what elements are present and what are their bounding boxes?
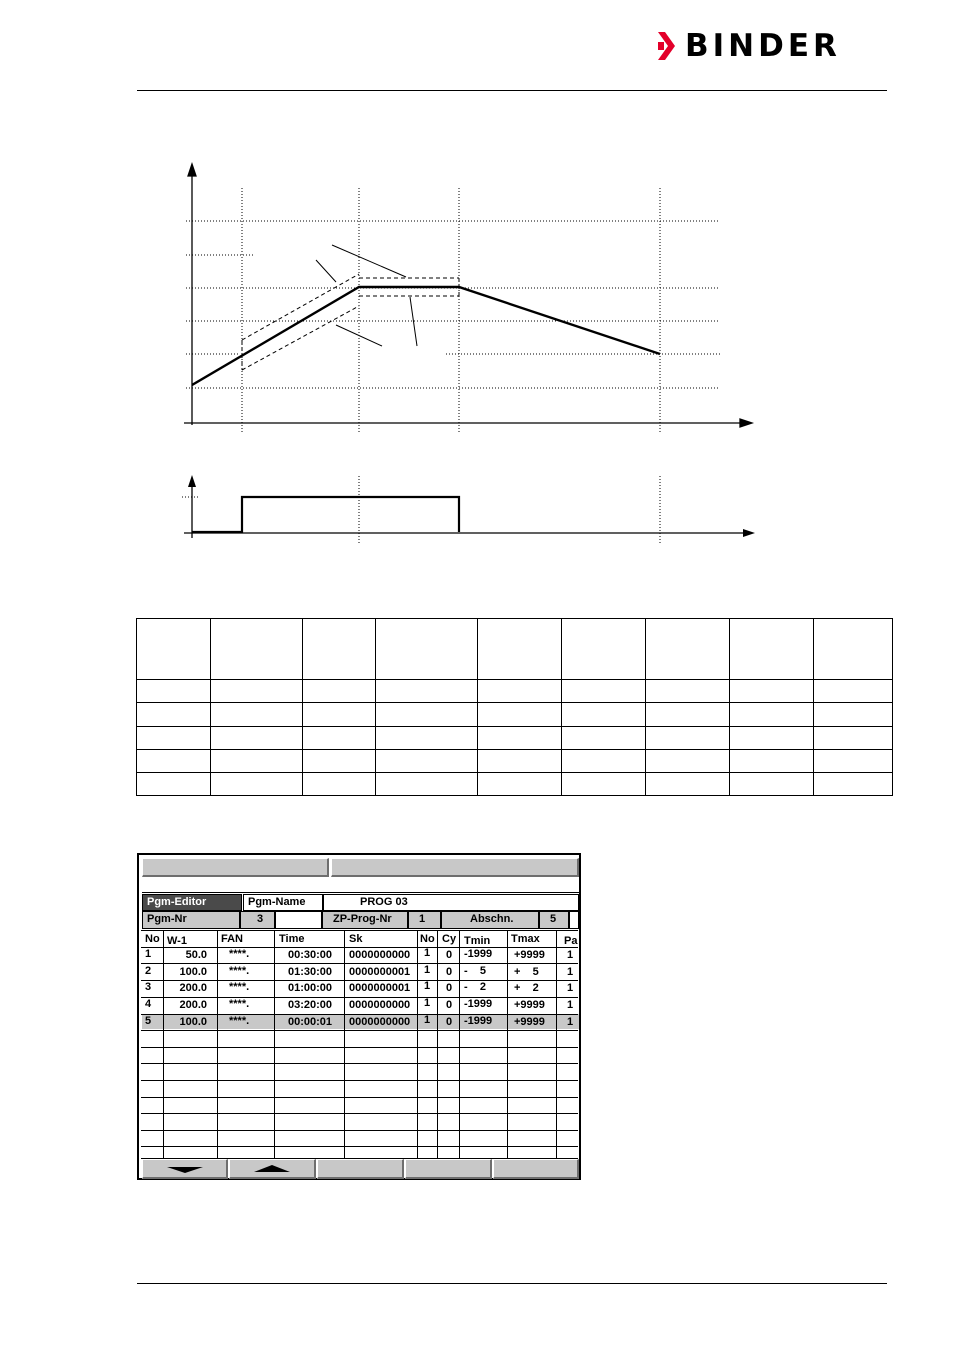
zp-prog-nr-label: ZP-Prog-Nr [322, 911, 408, 929]
col-header-tmin: Tmin [464, 935, 491, 947]
cell-w1: 50.0 [185, 949, 207, 961]
cell-no: 5 [145, 1014, 152, 1027]
header-rule [137, 90, 887, 91]
program-parameter-table [136, 618, 893, 796]
cell-tmin: - 5 [464, 964, 487, 977]
cell-no: 4 [145, 998, 152, 1011]
cell-w1: 100.0 [179, 1015, 207, 1028]
setpoint-curve [192, 287, 660, 385]
setpoint-profile-diagram [170, 150, 760, 440]
cell-w1: 200.0 [179, 999, 207, 1012]
switching-signal [192, 497, 459, 532]
tab-pgm-editor[interactable]: Pgm-Editor [142, 894, 242, 911]
top-button-right[interactable] [331, 858, 579, 877]
cell-fan: ****. [229, 948, 250, 960]
soft-button-3[interactable] [317, 1159, 404, 1179]
col-header-fan: FAN [221, 933, 243, 945]
col-header-no2: No [420, 933, 435, 945]
col-header-cy: Cy [442, 933, 457, 945]
pgm-nr-value[interactable]: 3 [240, 911, 275, 929]
grid-vertical [242, 188, 660, 432]
cell-no: 2 [145, 964, 152, 977]
col-header-sk: Sk [349, 933, 363, 945]
col-header-tmax: Tmax [511, 933, 540, 945]
cell-no2: 1 [424, 947, 431, 959]
cell-tmin: -1999 [464, 1014, 493, 1027]
cell-no2: 1 [424, 997, 431, 1010]
cell-pa: 1 [567, 982, 574, 995]
cell-tmax: + 2 [514, 982, 539, 995]
col-header-time: Time [279, 933, 305, 945]
col-header-w1: W-1 [167, 935, 187, 947]
cell-fan: ****. [229, 981, 250, 994]
cell-sk: 0000000000 [349, 949, 411, 961]
soft-button-5[interactable] [493, 1159, 579, 1179]
cell-sk: 0000000001 [349, 982, 411, 995]
grid-horizontal [186, 221, 720, 388]
cell-no2: 1 [424, 963, 431, 976]
abschn-label: Abschn. [441, 911, 539, 929]
cell-pa: 1 [567, 1015, 574, 1028]
cell-pa: 1 [567, 949, 574, 961]
cell-tmax: +9999 [514, 949, 545, 961]
cell-cy: 0 [446, 1015, 453, 1028]
cell-w1: 200.0 [179, 982, 207, 995]
cell-time: 01:30:00 [288, 965, 333, 978]
pgm-name-label: Pgm-Name [243, 894, 323, 911]
cell-fan: ****. [229, 998, 250, 1011]
cell-tmin: - 2 [464, 981, 487, 994]
pgm-name-value[interactable]: PROG 03 [323, 894, 579, 911]
top-button-left[interactable] [142, 858, 329, 877]
zp-prog-nr-value[interactable]: 1 [408, 911, 441, 929]
cell-no: 3 [145, 981, 152, 994]
logo-chevron-icon [655, 28, 679, 64]
scroll-down-button[interactable] [142, 1159, 228, 1179]
cell-time: 03:20:00 [288, 999, 333, 1012]
cell-pa: 1 [567, 999, 574, 1012]
cell-sk: 0000000000 [349, 1015, 411, 1028]
cell-cy: 0 [446, 982, 453, 995]
cell-tmin: -1999 [464, 948, 493, 960]
cell-no2: 1 [424, 1013, 431, 1026]
col-header-pa: Pa [564, 935, 578, 947]
triangle-down-icon [165, 1165, 205, 1175]
binder-logo [655, 28, 890, 64]
switching-channel-diagram [170, 468, 760, 548]
cell-time: 00:30:00 [288, 949, 333, 961]
col-header-no: No [145, 933, 160, 945]
cell-time: 01:00:00 [288, 982, 333, 995]
brand-name: BINDER [685, 28, 841, 64]
pgm-nr-label: Pgm-Nr [142, 911, 240, 929]
abschn-value[interactable]: 5 [539, 911, 569, 929]
cell-w1: 100.0 [179, 965, 207, 978]
footer-rule [137, 1283, 887, 1284]
cell-sk: 0000000000 [349, 999, 411, 1012]
cell-sk: 0000000001 [349, 965, 411, 978]
cell-cy: 0 [446, 999, 453, 1012]
cell-time: 00:00:01 [288, 1015, 333, 1028]
cell-cy: 0 [446, 965, 453, 978]
triangle-up-icon [252, 1164, 292, 1174]
program-editor-screen [137, 853, 581, 1180]
cell-tmax: + 5 [514, 965, 539, 978]
cell-tmax: +9999 [514, 1015, 545, 1028]
scroll-up-button[interactable] [229, 1159, 316, 1179]
cell-no2: 1 [424, 980, 431, 993]
cell-cy: 0 [446, 949, 453, 961]
cell-tmin: -1999 [464, 998, 493, 1011]
cell-fan: ****. [229, 1014, 250, 1027]
cell-fan: ****. [229, 964, 250, 977]
cell-tmax: +9999 [514, 999, 545, 1012]
soft-button-4[interactable] [405, 1159, 492, 1179]
cell-pa: 1 [567, 965, 574, 978]
cell-no: 1 [145, 948, 152, 960]
